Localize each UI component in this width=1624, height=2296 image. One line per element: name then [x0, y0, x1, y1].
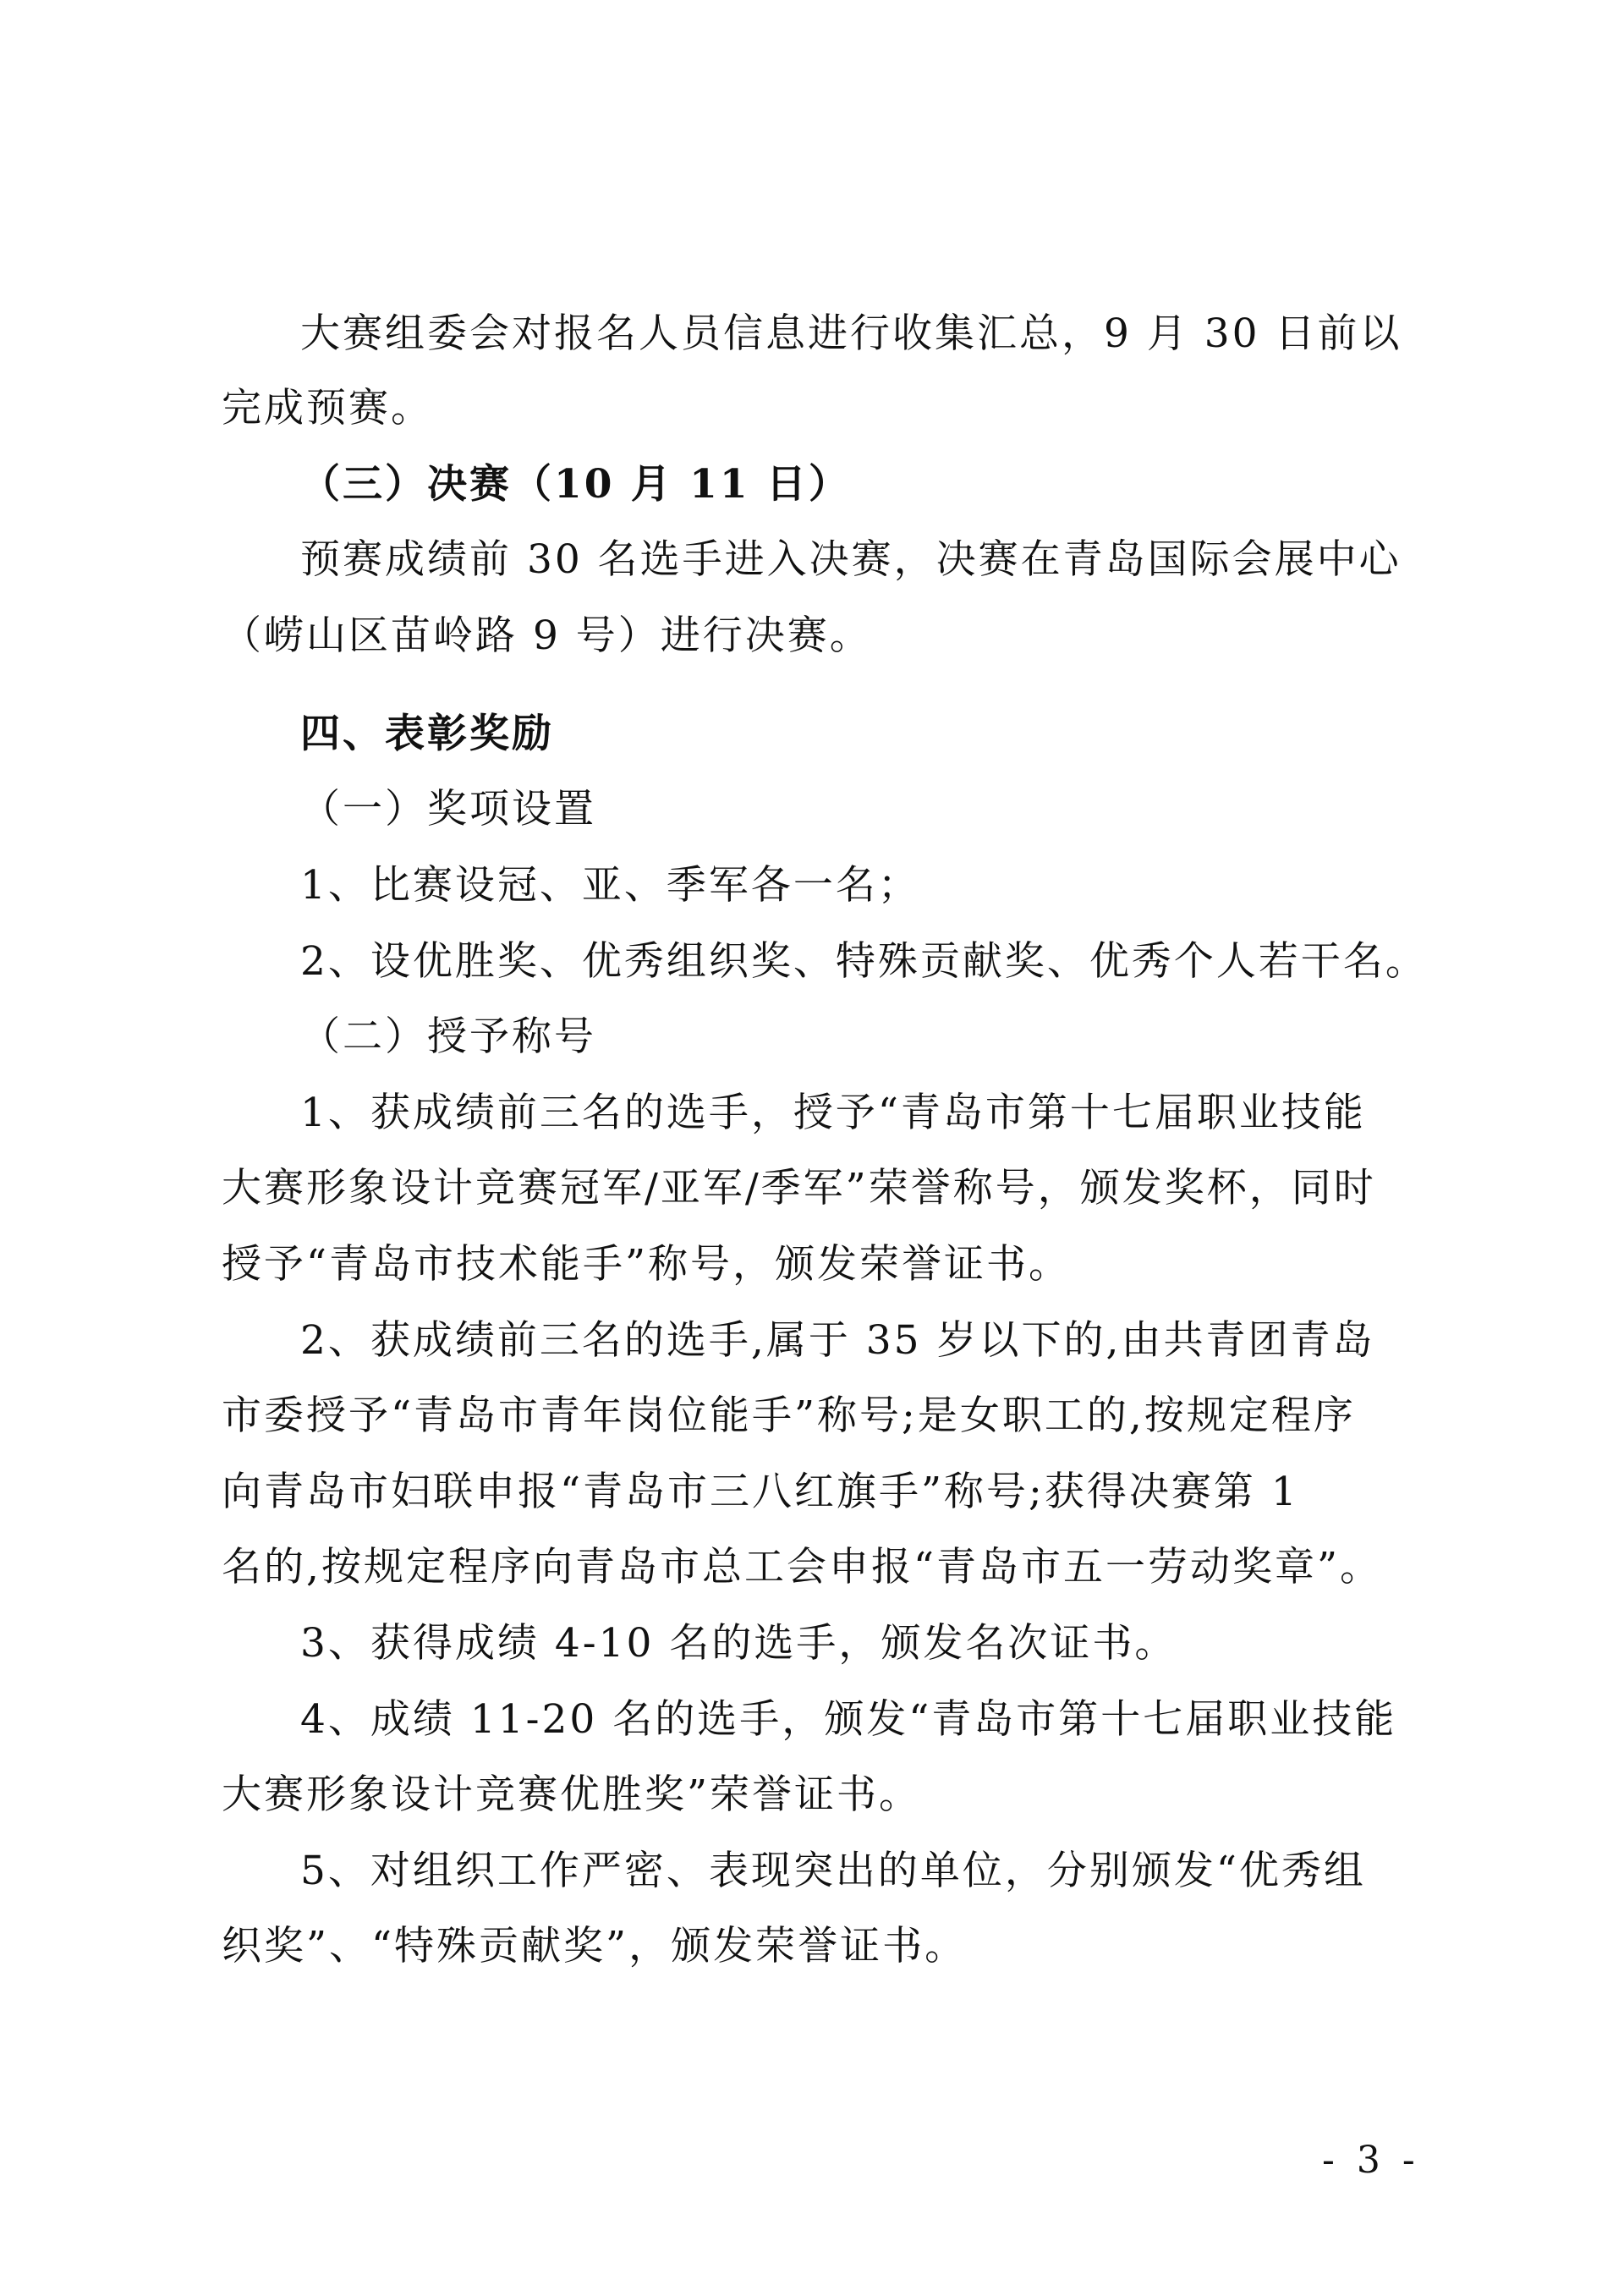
list-item: 2、设优胜奖、优秀组织奖、特殊贡献奖、优秀个人若干名。 — [300, 938, 1428, 985]
paragraph-line: 大赛形象设计竞赛冠军/亚军/季军”荣誉称号，颁发奖杯，同时 — [222, 1165, 1376, 1211]
list-item: 1、比赛设冠、亚、季军各一名； — [300, 862, 920, 909]
paragraph-line: （崂山区苗岭路 9 号）进行决赛。 — [222, 612, 872, 659]
paragraph-line: 预赛成绩前 30 名选手进入决赛，决赛在青岛国际会展中心 — [300, 536, 1402, 583]
paragraph-line: 大赛组委会对报名人员信息进行收集汇总，9 月 30 日前以 — [300, 310, 1402, 357]
paragraph-line: 向青岛市妇联申报“青岛市三八红旗手”称号;获得决赛第 1 — [222, 1469, 1299, 1515]
paragraph-line: 市委授予“青岛市青年岗位能手”称号;是女职工的,按规定程序 — [222, 1392, 1356, 1439]
list-item: 5、对组织工作严密、表现突出的单位，分别颁发“优秀组 — [300, 1848, 1366, 1894]
list-item: 4、成绩 11-20 名的选手，颁发“青岛市第十七届职业技能 — [300, 1696, 1397, 1743]
paragraph-line: 织奖”、“特殊贡献奖”，颁发荣誉证书。 — [222, 1923, 968, 1969]
paragraph-line: 授予“青岛市技术能手”称号，颁发荣誉证书。 — [222, 1241, 1072, 1288]
chapter-heading: 四、表彰奖励 — [300, 711, 554, 757]
list-item: 3、获得成绩 4-10 名的选手，颁发名次证书。 — [300, 1620, 1177, 1667]
list-item: 1、获成绩前三名的选手，授予“青岛市第十七届职业技能 — [300, 1090, 1366, 1136]
paragraph-line: 大赛形象设计竞赛优胜奖”荣誉证书。 — [222, 1771, 922, 1818]
subsection-heading: （一）奖项设置 — [300, 786, 596, 832]
subsection-heading: （二）授予称号 — [300, 1013, 596, 1060]
list-item: 2、获成绩前三名的选手,属于 35 岁以下的,由共青团青岛 — [300, 1317, 1375, 1364]
page-number: - 3 - — [1322, 2139, 1420, 2182]
section-heading: （三）决赛（10 月 11 日） — [300, 461, 851, 508]
paragraph-line: 名的,按规定程序向青岛市总工会申报“青岛市五一劳动奖章”。 — [222, 1544, 1382, 1590]
paragraph-line: 完成预赛。 — [222, 385, 433, 431]
